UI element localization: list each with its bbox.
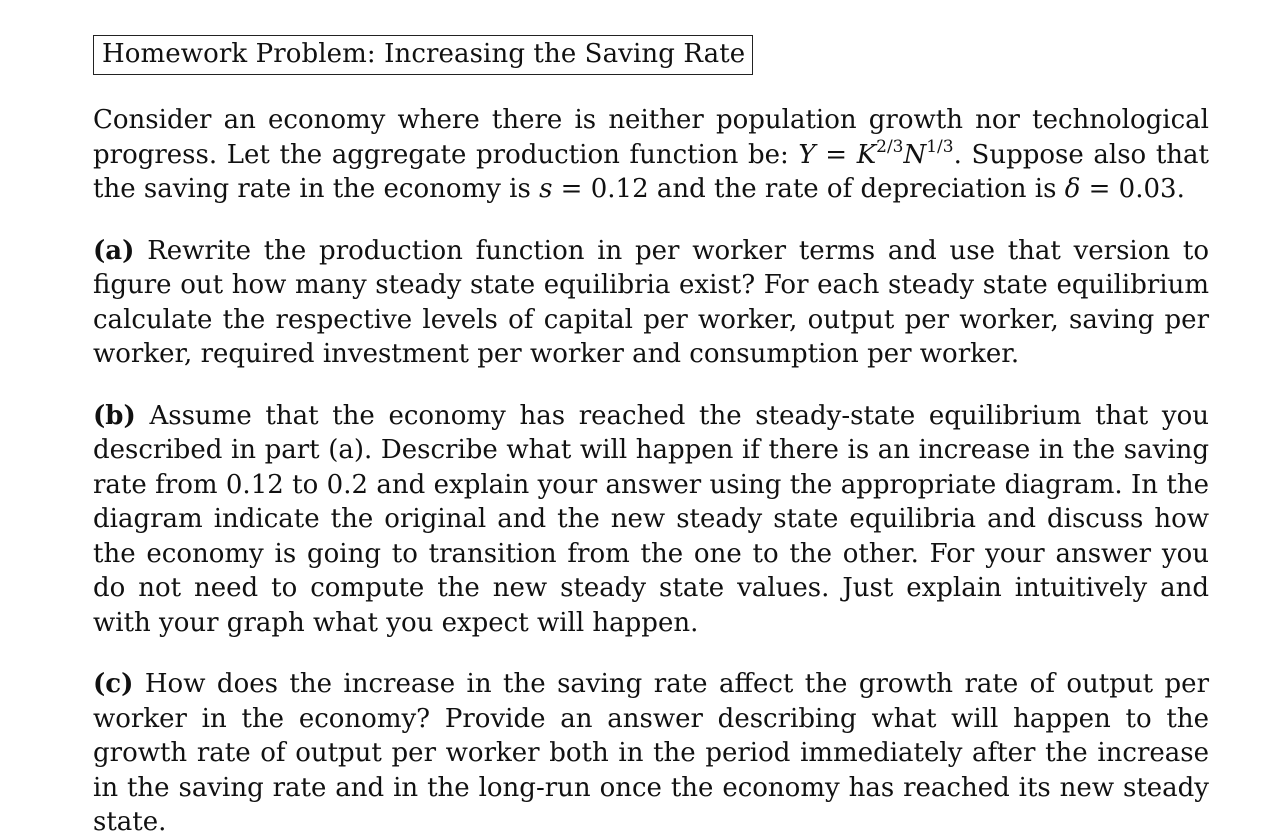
part-a-text: Rewrite the production function in per worker terms and use that version to figure out how many steady state equilibria exist? For each steady state equilibrium calculate the respective levels of capital per worker, output per worker, saving per worker, required investment per worker and consumption per worker.	[93, 235, 1209, 369]
part-a-paragraph	[93, 234, 1209, 372]
eq-labor-exponent: 1/3	[926, 136, 954, 157]
problem-page	[93, 35, 1209, 840]
part-b-label: (b)	[93, 400, 136, 431]
part-a-label: (a)	[93, 235, 135, 266]
part-c-label: (c)	[93, 669, 134, 699]
problem-title: Homework Problem: Increasing the Saving Rate	[93, 35, 753, 75]
intro-paragraph	[93, 103, 1209, 207]
intro-text-1: Consider an economy where there is neither population growth nor technological progress. Let the aggregate production function be:	[93, 105, 1209, 170]
part-c-text: How does the increase in the saving rate affect the growth rate of output per worker in the economy? Provide an answer describing what will happen to the growth rate of output per worker both in the period immediately after the increase in the saving rate and in the long-run once the economy has reached its new steady state.	[93, 669, 1209, 837]
depreciation-symbol: δ	[1064, 174, 1081, 204]
eq-output-symbol: Y	[798, 139, 816, 170]
part-b-text: Assume that the economy has reached the steady-state equilibrium that you described in part (a). Describe what will happen if there is an increase in the saving rate from 0.12 to 0.2 and explain your answer using the appropriate diagram. In the diagram indicate the original and the new steady state equilibria and discuss how the economy is going to transition from the one to the other. For your answer you do not need to compute the new steady state values. Just explain intuitively and with your graph what you expect will happen.	[93, 400, 1209, 638]
depreciation-value: = 0.03.	[1080, 174, 1185, 204]
part-c-paragraph	[93, 667, 1209, 840]
saving-rate-value: = 0.12	[552, 174, 649, 204]
saving-rate-symbol: s	[539, 174, 553, 204]
part-b-paragraph	[93, 399, 1209, 641]
intro-text-3: and the rate of depreciation is	[648, 174, 1065, 204]
eq-capital-symbol: K	[856, 139, 877, 170]
eq-labor-symbol: N	[903, 139, 927, 170]
intro-text-2: . Suppose also that the saving rate in the economy is	[93, 139, 1209, 204]
eq-capital-exponent: 2/3	[876, 136, 904, 157]
eq-equals-sign: =	[815, 139, 857, 170]
